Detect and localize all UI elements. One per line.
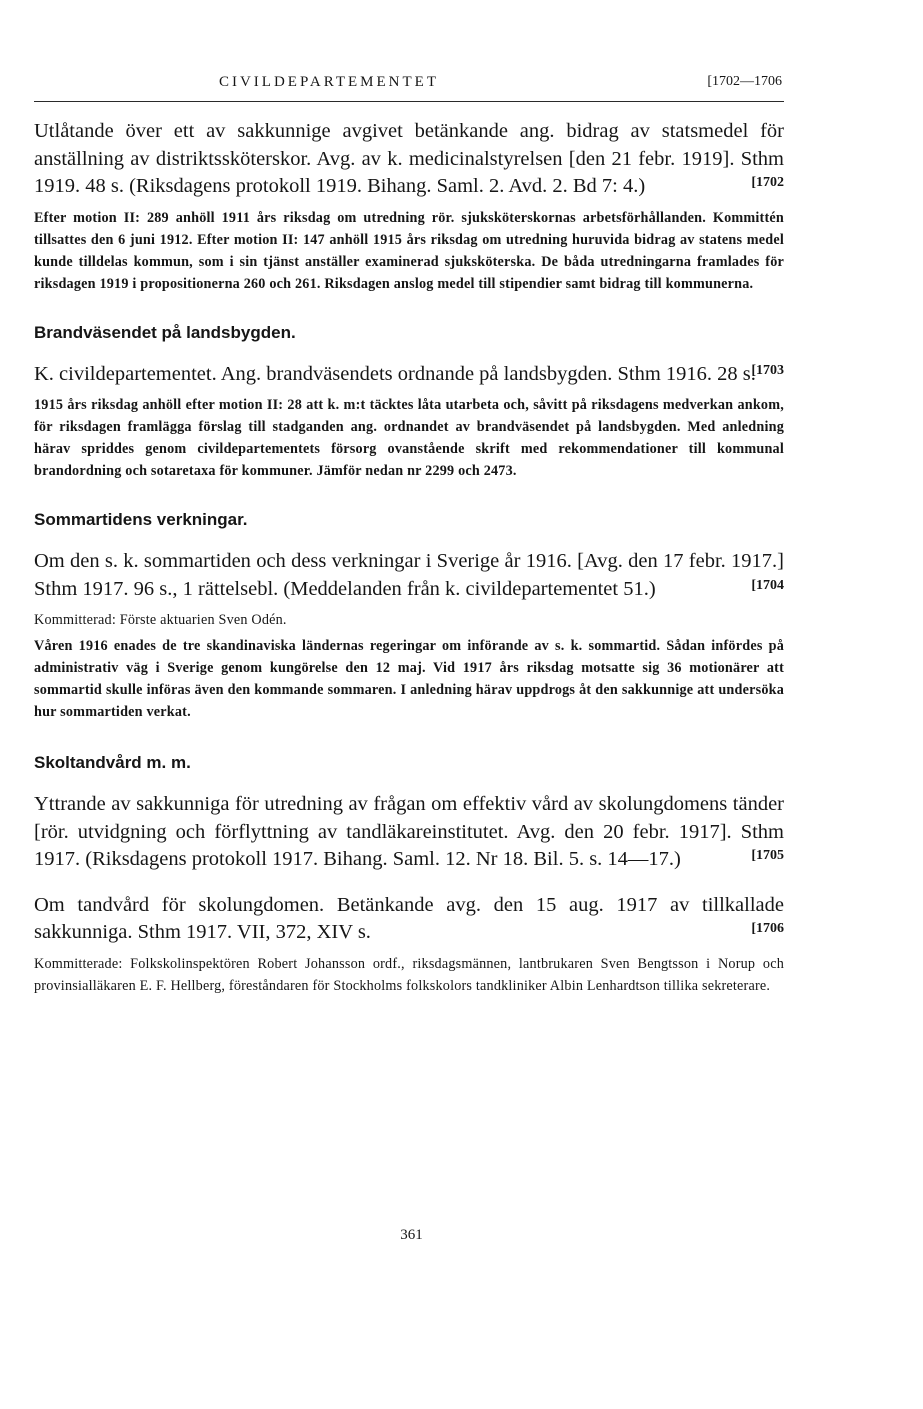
running-header-range: [1702—1706 [707, 74, 782, 89]
entry-1703-number: [1703 [751, 362, 784, 378]
section-heading-brandvasendet: Brandväsendet på landsbygden. [34, 322, 296, 342]
entry-1703-title-text: K. civildepartementet. Ang. brandväsendets ordnande på landsbygden. Sthm 1916. 28 s. [34, 362, 756, 385]
entry-1706-number: [1706 [751, 921, 784, 936]
running-header-title: CIVILDEPARTEMENTET [218, 74, 440, 90]
entry-1704-title [34, 548, 784, 603]
entry-1703-note: 1915 års riksdag anhöll efter motion II: 28 att k. m:t täcktes låta utarbeta och, såvitt på riksdagens medverkan ankom, för riksdagen framlägga förslag till stadganden ang. ordnandet av brandväsendet på landsbygden. Med anledning härav spriddes genom civildepartementets försorg ovanstående skrift med rekommendationer till kommunal brandordning och sotaretaxa för kommuner. Jämför nedan nr 2299 och 2473. [34, 397, 784, 479]
entry-1702-note: Efter motion II: 289 anhöll 1911 års riksdag om utredning rör. sjuksköterskornas arbetsförhållanden. Kommittén tillsattes den 6 juni 1912. Efter motion II: 147 anhöll 1915 års riksdag om utredning huruvida bidrag av statens medel kunde tilldelas kommun, som i sin tjänst anställer examinerad sjuksköterska. De båda utredningarna framlades för riksdagen 1919 i propositionerna 260 och 261. Riksdagen anslog medel till stipendier samt bidrag till kommunerna. [34, 209, 784, 292]
section-heading-sommartiden: Sommartidens verkningar. [34, 510, 248, 529]
page-content [34, 118, 784, 997]
entry-1702-title [34, 118, 784, 201]
entry-1705-title [34, 791, 784, 874]
entry-1705-title-text: Yttrande av sakkunniga för utredning av frågan om effektiv vård av skolungdomens tänder [rör. utvidgning och förflyttning av tandläkareinstitutet. Avg. den 20 febr. 1917]. Sthm 1917. (Riksdagens protokoll 1917. Bihang. Saml. 12. Nr 18. Bil. 5. s. 14—17.) [34, 793, 784, 870]
entry-1704-title-text: Om den s. k. sommartiden och dess verkningar i Sverige år 1916. [Avg. den 17 febr. 1917.] Sthm 1917. 96 s., 1 rättelsebl. (Meddelanden från k. civildepartementet 51.) [34, 550, 784, 600]
entry-1704-number: [1704 [751, 577, 784, 593]
entry-1703-title [34, 361, 784, 389]
header-rule [34, 101, 784, 102]
entry-1704-note: Våren 1916 enades de tre skandinaviska ländernas regeringar om införande av s. k. sommartid. Sådan infördes på administrativ väg i Sverige genom kungörelse den 12 maj. Vid 1917 års riksdag motsatte sig 36 motionärer att sommartid skulle införas även den kommande sommaren. I anledning härav uppdrogs åt den sakkunnige att undersöka hur sommartiden verkat. [34, 638, 784, 720]
entry-1706-committee: Kommitterade: Folkskolinspektören Robert Johansson ordf., riksdagsmännen, lantbrukaren Sven Bengtsson i Norup och provinsialläkaren E. F. Hellberg, föreståndaren för Stockholms folkskolors tandkliniker Albin Lenhardtson tillika sekreterare. [34, 955, 784, 994]
entry-1702-number: [1702 [751, 175, 784, 190]
entry-1706-title-text: Om tandvård för skolungdomen. Betänkande avg. den 15 aug. 1917 av tillkallade sakkunniga. Sthm 1917. VII, 372, XIV s. [34, 893, 784, 943]
entry-1704-committee: Kommitterad: Förste aktuarien Sven Odén. [34, 612, 287, 628]
entry-1702-title-text: Utlåtande över ett av sakkunnige avgivet betänkande ang. bidrag av statsmedel för anställning av distriktssköterskor. Avg. av k. medicinalstyrelsen [den 21 febr. 1919]. Sthm 1919. 48 s. (Riksdagens protokoll 1919. Bihang. Saml. 2. Avd. 2. Bd 7: 4.) [34, 120, 784, 197]
entry-1705-number: [1705 [751, 848, 784, 863]
entry-1706-title [34, 892, 784, 947]
page-number: 361 [400, 1227, 423, 1243]
running-header [34, 74, 784, 100]
section-heading-skoltandvard: Skoltandvård m. m. [34, 753, 191, 772]
